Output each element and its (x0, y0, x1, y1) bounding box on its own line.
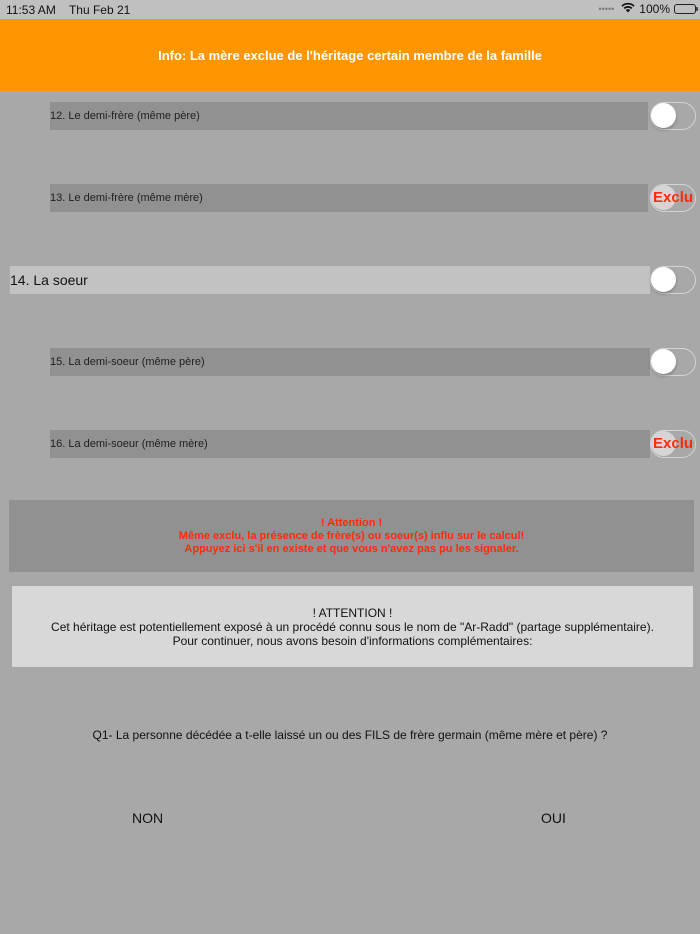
toggle-knob (651, 103, 676, 128)
radd-line-2: Pour continuer, nous avons besoin d'informations complémentaires: (172, 633, 533, 648)
status-time: 11:53 AM (6, 3, 56, 17)
excluded-badge: Exclu (653, 435, 694, 452)
siblings-warning-button[interactable] (9, 500, 694, 572)
signal-dots-icon: ••••• (598, 4, 615, 14)
battery-icon (674, 4, 696, 14)
row-label: 16. La demi-soeur (même mère) (50, 438, 208, 450)
wifi-icon (621, 2, 635, 16)
excluded-badge: Exclu (653, 189, 694, 206)
row-soeur (10, 266, 650, 294)
warning-line-2: Appuyez ici s'il en existe et que vous n'avez pas pu les signaler. (184, 542, 519, 555)
radd-line-1: Cet héritage est potentiellement exposé à un procédé connu sous le nom de "Ar-Radd" (partage supplémentaire). (51, 619, 654, 634)
radd-notice (12, 586, 693, 667)
status-bar (0, 0, 700, 19)
question-text: Q1- La personne décédée a t-elle laissé un ou des FILS de frère germain (même mère et père) ? (92, 728, 608, 742)
warning-title: ! Attention ! (320, 516, 383, 529)
row-label: 15. La demi-soeur (même père) (50, 356, 205, 368)
row-demi-soeur-meme-mere (50, 430, 650, 458)
toggle-knob (651, 267, 676, 292)
toggle-soeur[interactable] (650, 266, 696, 294)
row-label: 14. La soeur (10, 272, 88, 288)
toggle-demi-soeur-meme-pere[interactable] (650, 348, 696, 376)
toggle-demi-frere-meme-mere[interactable] (650, 184, 696, 212)
battery-percent: 100% (639, 2, 670, 16)
warning-line-1: Même exclu, la présence de frère(s) ou soeur(s) influ sur le calcul! (178, 529, 525, 542)
row-demi-frere-meme-pere (50, 102, 648, 130)
toggle-demi-soeur-meme-mere[interactable] (650, 430, 696, 458)
toggle-demi-frere-meme-pere[interactable] (650, 102, 696, 130)
no-button[interactable]: NON (132, 810, 164, 826)
info-banner-text: Info: La mère exclue de l'héritage certain membre de la famille (158, 47, 542, 63)
row-label: 13. Le demi-frère (même mère) (50, 192, 203, 204)
row-demi-frere-meme-mere (50, 184, 648, 212)
row-demi-soeur-meme-pere (50, 348, 650, 376)
info-banner (0, 19, 700, 91)
status-date: Thu Feb 21 (68, 3, 131, 17)
yes-button[interactable]: OUI (541, 810, 566, 826)
radd-title: ! ATTENTION ! (312, 605, 393, 620)
row-label: 12. Le demi-frère (même père) (50, 110, 200, 122)
toggle-knob (651, 349, 676, 374)
